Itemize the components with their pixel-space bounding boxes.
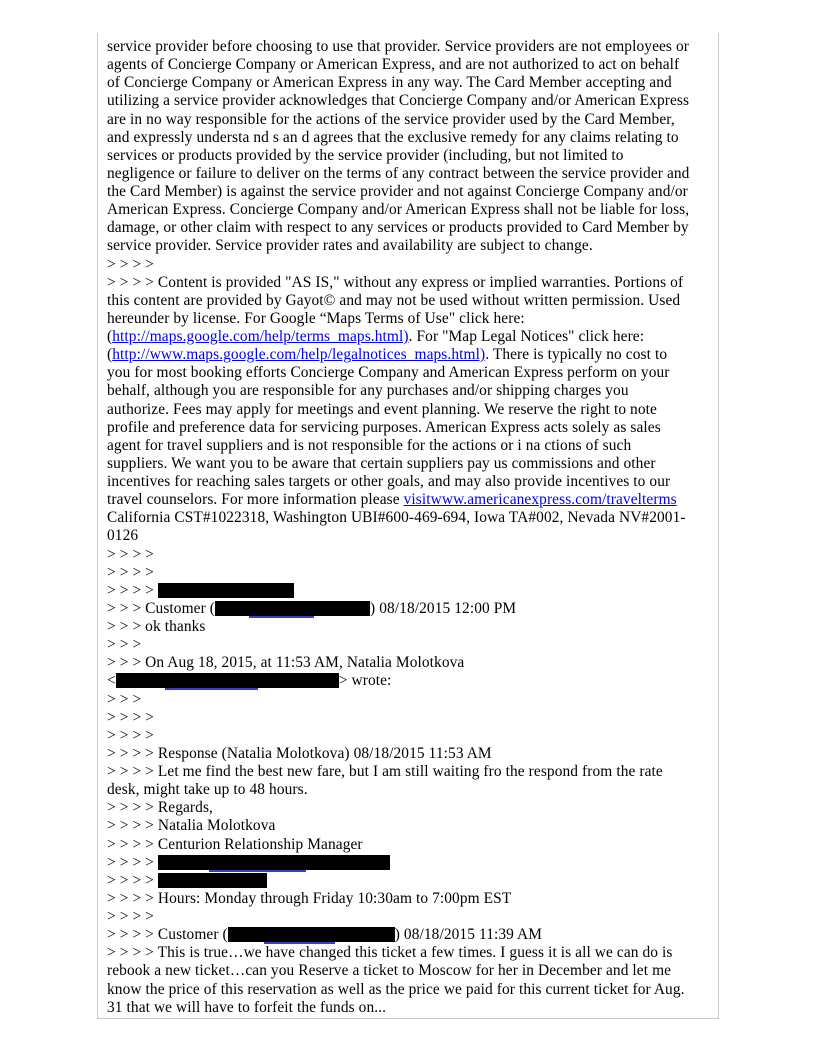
text-line bbox=[107, 455, 713, 473]
text-line bbox=[107, 74, 713, 92]
text-run: > > > Customer ( bbox=[107, 599, 216, 617]
text-run: and expressly understa nd s an d agrees that the exclusive remedy for any claims relating to bbox=[107, 128, 679, 146]
text-line bbox=[107, 237, 713, 255]
text-run: ( bbox=[107, 346, 113, 364]
text-line bbox=[107, 999, 713, 1017]
text-run: agent for travel suppliers and is not responsible for the actions or i na ctions of such bbox=[107, 436, 632, 454]
text-line bbox=[107, 817, 713, 835]
text-run: the Card Member) is against the service provider and not against Concierge Company and/or bbox=[107, 183, 688, 200]
text-line bbox=[107, 527, 713, 545]
text-line bbox=[107, 92, 713, 110]
text-run: > > > On Aug 18, 2015, at 11:53 AM, Natalia Molotkova bbox=[107, 654, 465, 672]
text-run: authorize. Fees may apply for meetings and event planning. We reserve the right to note bbox=[107, 400, 657, 418]
text-line bbox=[107, 419, 713, 437]
text-run: > > > bbox=[107, 636, 142, 654]
text-line bbox=[107, 401, 713, 419]
text-line bbox=[107, 473, 713, 491]
text-run: 0126 bbox=[107, 527, 139, 545]
text-line bbox=[107, 654, 713, 672]
text-line bbox=[107, 636, 713, 654]
text-run: > > > > Hours: Monday through Friday 10:30am to 7:00pm EST bbox=[107, 889, 512, 907]
text-line bbox=[107, 56, 713, 74]
text-run: desk, might take up to 48 hours. bbox=[107, 781, 308, 799]
text-run: > > > > bbox=[107, 726, 154, 744]
text-run: > > > > bbox=[107, 908, 154, 925]
text-run: agents of Concierge Company or American Express, and are not authorized to act on behalf bbox=[107, 56, 680, 74]
text-run: > > > > Centurion Relationship Manager bbox=[107, 835, 363, 853]
text-line bbox=[107, 691, 713, 709]
text-line bbox=[107, 618, 713, 636]
redaction-bar bbox=[158, 583, 294, 598]
text-run: service provider. Service provider rates and availability are subject to change. bbox=[107, 237, 593, 255]
text-line bbox=[107, 944, 713, 962]
text-run: are in no way responsible for the actions of the service provider used by the Card Member, bbox=[107, 110, 675, 128]
text-line bbox=[107, 854, 713, 872]
document-lines bbox=[107, 38, 713, 1017]
text-run: rebook a new ticket…can you Reserve a ticket to Moscow for her in December and let me bbox=[107, 962, 672, 980]
redaction-bar bbox=[116, 673, 339, 688]
text-line bbox=[107, 382, 713, 400]
text-run: > > > > bbox=[107, 545, 154, 563]
text-line bbox=[107, 256, 713, 274]
text-run: > > > ok thanks bbox=[107, 618, 206, 635]
text-line bbox=[107, 437, 713, 455]
hyperlink[interactable]: http://maps.google.com/help/terms_maps.html) bbox=[112, 328, 409, 345]
text-run: profile and preference data for servicing purposes. American Express acts solely as sales bbox=[107, 418, 661, 436]
text-run: travel counselors. For more information please bbox=[107, 491, 404, 509]
text-run: service provider before choosing to use that provider. Service providers are not employees or bbox=[107, 38, 689, 55]
text-line bbox=[107, 763, 713, 781]
redaction-bar bbox=[158, 873, 267, 888]
email-page-frame bbox=[97, 33, 719, 1019]
text-line bbox=[107, 509, 713, 527]
text-line bbox=[107, 582, 713, 600]
text-line bbox=[107, 727, 713, 745]
text-run: > > > > Content is provided "AS IS," without any express or implied warranties. Portions of bbox=[107, 273, 684, 291]
text-run: ( bbox=[107, 328, 113, 345]
redaction-bar bbox=[228, 927, 395, 942]
hyperlink[interactable]: visitwww.americanexpress.com/travelterms bbox=[403, 491, 677, 509]
text-run: utilizing a service provider acknowledges that Concierge Company and/or American Express bbox=[107, 92, 690, 110]
text-line bbox=[107, 781, 713, 799]
text-line bbox=[107, 546, 713, 564]
text-line bbox=[107, 346, 713, 364]
text-line bbox=[107, 872, 713, 890]
text-run: > > > > bbox=[107, 708, 154, 726]
text-run: of Concierge Company or American Express in any way. The Card Member accepting and bbox=[107, 74, 672, 92]
text-run: hereunder by license. For Google “Maps Terms of Use" click here: bbox=[107, 309, 525, 327]
text-run: American Express. Concierge Company and/or American Express shall not be liable for loss, bbox=[107, 201, 690, 219]
text-run: > wrote: bbox=[338, 672, 392, 690]
text-run: behalf, although you are responsible for any purchases and/or shipping charges you bbox=[107, 382, 629, 400]
text-run: < bbox=[107, 672, 116, 690]
text-run: ) 08/18/2015 12:00 PM bbox=[370, 599, 517, 617]
text-line bbox=[107, 310, 713, 328]
redaction-bar bbox=[215, 601, 370, 616]
text-line bbox=[107, 274, 713, 292]
text-run: > > > > Customer ( bbox=[107, 926, 228, 944]
text-run: . For "Map Legal Notices" click here: bbox=[408, 328, 645, 345]
text-run: > > > > bbox=[107, 563, 154, 581]
text-run: suppliers. We want you to be aware that certain suppliers pay us commissions and other bbox=[107, 454, 656, 472]
text-run: California CST#1022318, Washington UBI#600-469-694, Iowa TA#002, Nevada NV#2001- bbox=[107, 509, 686, 527]
text-line bbox=[107, 745, 713, 763]
text-line bbox=[107, 926, 713, 944]
text-line bbox=[107, 129, 713, 147]
text-run: > > > bbox=[107, 690, 142, 708]
text-line bbox=[107, 709, 713, 727]
text-run: > > > > Regards, bbox=[107, 799, 213, 817]
text-run: > > > > bbox=[107, 581, 158, 599]
text-run: > > > > bbox=[107, 853, 158, 871]
text-line bbox=[107, 147, 713, 165]
text-run: services or products provided by the service provider (including, but not limited to bbox=[107, 146, 624, 164]
text-line bbox=[107, 111, 713, 129]
text-line bbox=[107, 962, 713, 980]
text-run: incentives for reaching sales targets or other goals, and may also provide incentives to our bbox=[107, 473, 671, 490]
text-line bbox=[107, 183, 713, 201]
text-run: > > > > bbox=[107, 871, 158, 889]
text-run: . There is typically no cost to bbox=[485, 346, 668, 364]
text-line bbox=[107, 564, 713, 582]
text-line bbox=[107, 165, 713, 183]
text-line bbox=[107, 219, 713, 237]
text-run: > > > > bbox=[107, 255, 154, 273]
text-line bbox=[107, 491, 713, 509]
text-run: know the price of this reservation as well as the price we paid for this current ticket for Aug. bbox=[107, 980, 685, 998]
text-run: 31 that we will have to forfeit the funds on... bbox=[107, 998, 387, 1016]
redaction-bar bbox=[158, 855, 390, 870]
text-line bbox=[107, 201, 713, 219]
text-line bbox=[107, 292, 713, 310]
text-line bbox=[107, 600, 713, 618]
text-line bbox=[107, 672, 713, 690]
text-run: > > > > Natalia Molotkova bbox=[107, 817, 276, 835]
text-run: damage, or other claim with respect to any services or products provided to Card Member by bbox=[107, 219, 689, 237]
text-line bbox=[107, 328, 713, 346]
text-run: you for most booking efforts Concierge Company and American Express perform on your bbox=[107, 364, 670, 382]
text-line bbox=[107, 908, 713, 926]
text-run: > > > > Response (Natalia Molotkova) 08/18/2015 11:53 AM bbox=[107, 744, 492, 762]
text-run: negligence or failure to deliver on the terms of any contract between the service provider and bbox=[107, 164, 690, 182]
text-line bbox=[107, 836, 713, 854]
hyperlink[interactable]: http://www.maps.google.com/help/legalnotices_maps.html) bbox=[112, 346, 486, 364]
text-run: ) 08/18/2015 11:39 AM bbox=[394, 926, 543, 944]
text-run: this content are provided by Gayot© and may not be used without written permission. Used bbox=[107, 291, 681, 309]
text-line bbox=[107, 981, 713, 999]
text-run: > > > > This is true…we have changed this ticket a few times. I guess it is all we can do is bbox=[107, 944, 673, 962]
text-line bbox=[107, 364, 713, 382]
text-line bbox=[107, 38, 713, 56]
text-run: > > > > Let me find the best new fare, but I am still waiting fro the respond from the rate bbox=[107, 763, 663, 780]
text-line bbox=[107, 890, 713, 908]
text-line bbox=[107, 799, 713, 817]
